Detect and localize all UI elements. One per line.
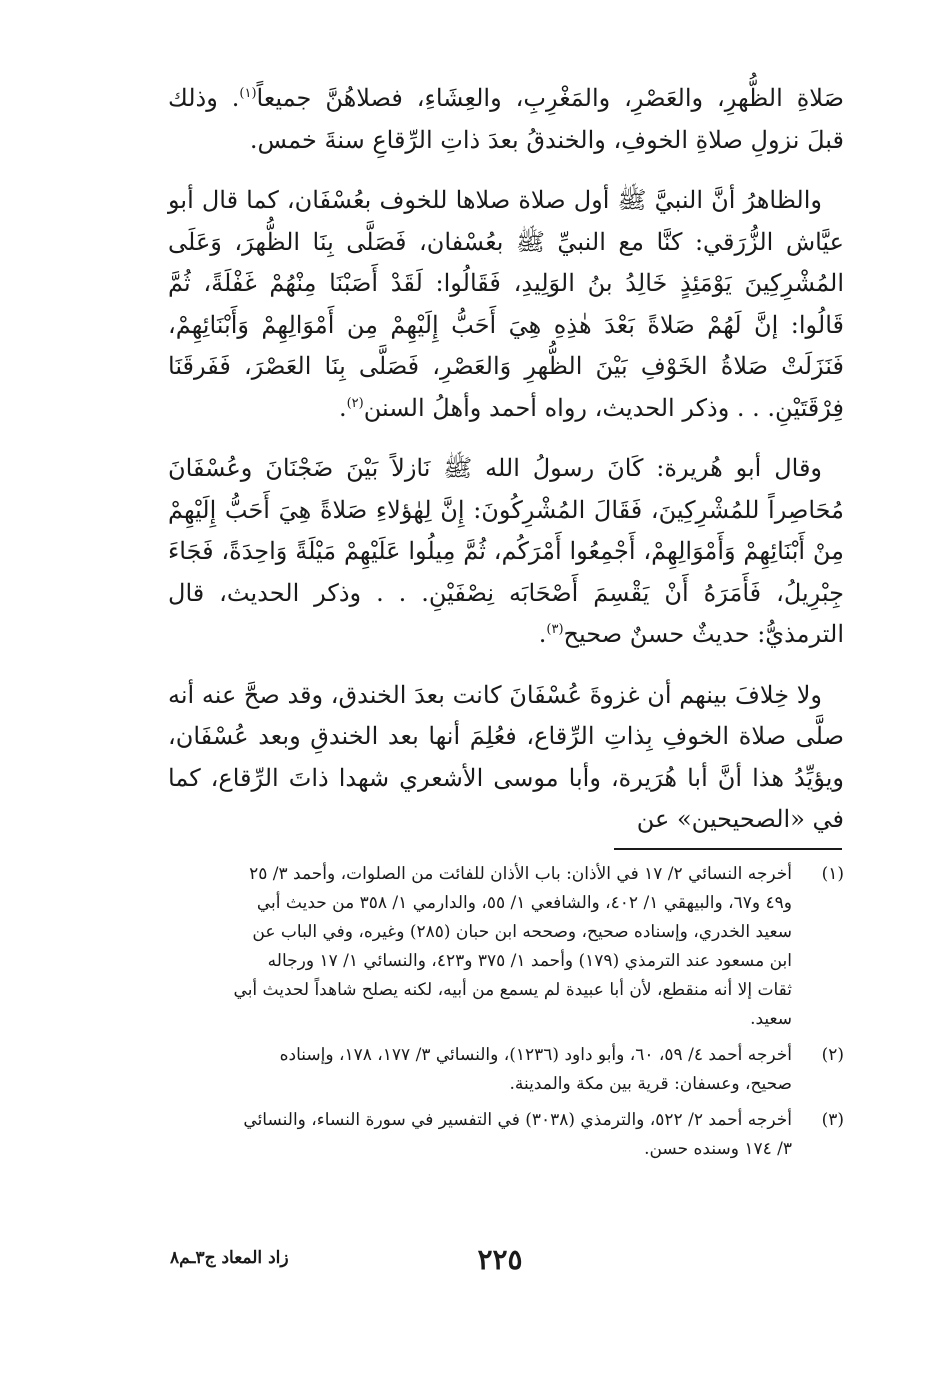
paragraph-text: وقال أبو هُريرة: كَانَ رسولُ الله ﷺ نَازلاً بَيْنَ ضَجْنَانَ وعُسْفَانَ مُحَاصِراً للمُشْرِكِينَ، فَقَالَ المُشْرِكُونَ: إِنَّ لِهٰؤلاءِ صَلاةً هِيَ أَحَبُّ إِلَيْهِمْ مِنْ أَبْنَائِهِمْ وَأَمْوَالِهِمْ، أَجْمِعُوا أَمْرَكُم، ثُمَّ مِيلُوا عَلَيْهِمْ مَيْلَةً وَاحِدَةً، فَجَاءَ جِبْرِيلُ، فَأَمَرَهُ أَنْ يَقْسِمَ أَصْحَابَه نِصْفَيْنِ. . . وذكر الحديث، قال الترمذيُّ: حديثٌ حسنٌ صحيح — [168, 454, 844, 648]
footnote-ref-3[interactable]: (٣) — [546, 622, 564, 637]
footnote-ref-1[interactable]: (١) — [239, 86, 257, 101]
footnote-line: سعيد الخدري، وإسناده صحيح، وصححه ابن حبان (٢٨٥) وغيره، وفي الباب عن — [252, 922, 792, 942]
footnote-line: ثقات إلا أنه منقطع، لأن أبا عبيدة لم يسمع من أبيه، لكنه يصلح شاهداً لحديث أبي — [233, 980, 792, 1000]
footnote-text — [168, 860, 792, 1034]
running-footer: زاد المعاد ج٣ـم٨ — [170, 1248, 289, 1268]
footnote-2 — [168, 1041, 844, 1099]
footnote-line: صحيح، وعسفان: قرية بين مكة والمدينة. — [509, 1074, 792, 1094]
footnote-line: سعيد. — [750, 1009, 792, 1029]
footnote-line: ٣/ ١٧٤ وسنده حسن. — [644, 1139, 792, 1159]
paragraph-1 — [168, 78, 844, 161]
footnote-text — [168, 1041, 792, 1099]
footnote-line: أخرجه أحمد ٢/ ٥٢٢، والترمذي (٣٠٣٨) في التفسير في سورة النساء، والنسائي — [243, 1110, 792, 1130]
footnotes — [168, 860, 844, 1171]
paragraph-text: صَلاةِ الظُّهرِ، والعَصْرِ، والمَغْرِبِ، والعِشَاءِ، فصلاهُنَّ جميعاً — [256, 84, 844, 112]
footnote-line: ابن مسعود عند الترمذي (١٧٩) وأحمد ١/ ٣٧٥ و٤٢٣، والنسائي ١/ ١٧ ورجاله — [267, 951, 792, 971]
paragraph-4: ولا خِلافَ بينهم أن غزوةَ عُسْفَانَ كانت بعدَ الخندق، وقد صحَّ عنه أنه صلَّى صلاة الخوفِ بِذاتِ الرِّقاع، فعُلِمَ أنها بعد الخندقِ وبعد عُسْفَان، ويؤيِّدُ هذا أنَّ أبا هُرَيرة، وأبا موسى الأشعري شهدا ذاتَ الرِّقاع، كما في «الصحيحين» عن — [168, 680, 844, 833]
footnote-line: و٤٩ و٦٧، والبيهقي ١/ ٤٠٢، والشافعي ١/ ٥٥، والدارمي ١/ ٣٥٨ من حديث أبي — [256, 893, 792, 913]
footnote-1 — [168, 860, 844, 1034]
footnote-3 — [168, 1106, 844, 1164]
paragraph-text: . وذلك قبلَ نزولِ صلاةِ الخوفِ، والخندقُ بعدَ ذاتِ الرِّقاعِ سنةَ خمس. — [168, 84, 844, 154]
footnote-number: (١) — [821, 864, 844, 884]
footnote-text — [168, 1106, 792, 1164]
page-number: ٢٢٥ — [477, 1243, 523, 1276]
footnote-line: أخرجه أحمد ٤/ ٥٩، ٦٠، وأبو داود (١٢٣٦)، والنسائي ٣/ ١٧٧، ١٧٨، وإسناده — [279, 1045, 792, 1065]
footnote-ref-2[interactable]: (٢) — [346, 395, 364, 411]
paragraph-2 — [168, 180, 844, 429]
footnote-line: أخرجه النسائي ٢/ ١٧ في الأذان: باب الأذان للفائت من الصلوات، وأحمد ٣/ ٢٥ — [249, 864, 792, 884]
paragraph-text: . — [538, 620, 547, 648]
paragraph-text: . — [338, 393, 347, 422]
main-text — [168, 78, 844, 860]
footnote-number: (٢) — [821, 1045, 844, 1065]
paragraph-text: والظاهرُ أنَّ النبيَّ ﷺ أول صلاة صلاها للخوف بعُسْفَان، كما قال أبو عيَّاش الزُّرَقي: كنَّا مع النبيِّ ﷺ بعُسْفان، فَصَلَّى بِنَا الظُّهرَ، وَعَلَى المُشْرِكِينَ يَوْمَئِذٍ خَالِدُ بنُ الوَلِيدِ، فَقَالُوا: لَقَدْ أَصَبْنَا مِنْهُمْ غَفْلَةً، ثُمَّ قَالُوا: إنَّ لَهُمْ صَلاةً بَعْدَ هٰذِهِ هِيَ أَحَبُّ إِلَيْهِمْ مِن أَمْوَالِهِمْ وَأَبْنَائِهِمْ، فَنَزَلَتْ صَلاةُ الخَوْفِ بَيْنَ الظُّهرِ وَالعَصْرِ، فَصَلَّى بِنَا العَصْرَ، فَفَرقَنَا فِرْقَتَيْنِ. . . وذكر الحديث، رواه أحمد وأهلُ السنن — [168, 186, 844, 422]
paragraph-3 — [168, 448, 844, 656]
footnote-separator — [614, 848, 842, 850]
footnote-number: (٣) — [821, 1110, 844, 1130]
